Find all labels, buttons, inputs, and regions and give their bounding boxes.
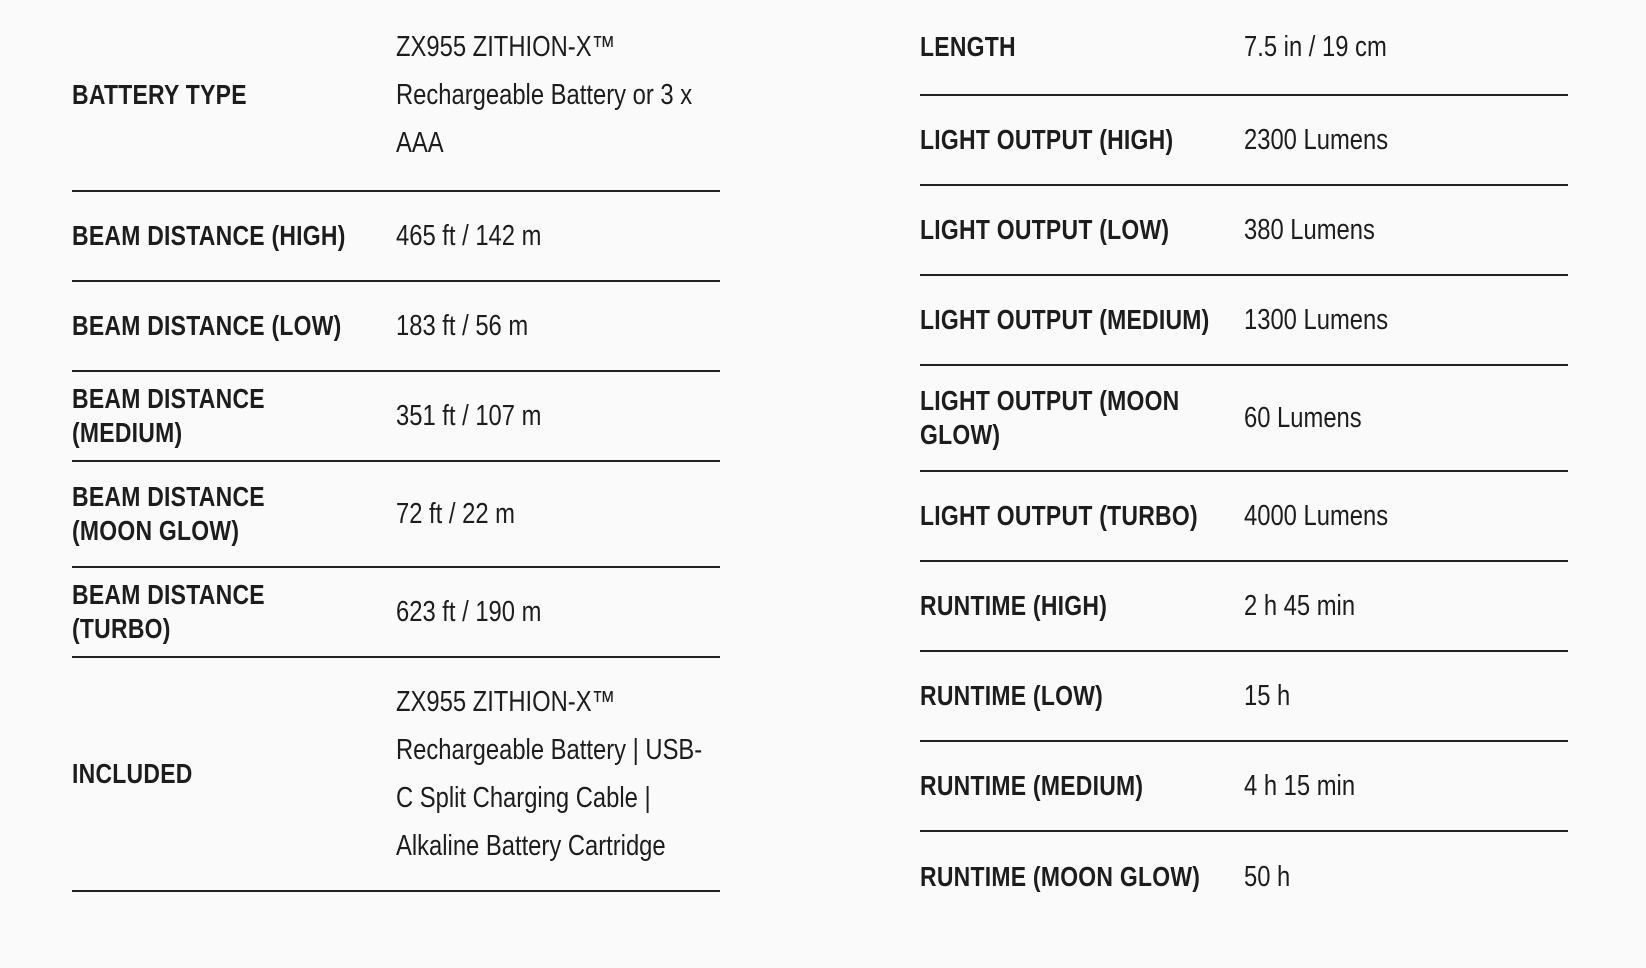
spec-row-length: [920, 0, 1568, 96]
spec-row-beam-distance-high: [72, 192, 720, 282]
spec-label: BEAM DISTANCE (TURBO): [72, 579, 265, 644]
spec-value: 2300 Lumens: [1244, 124, 1389, 156]
spec-value: 60 Lumens: [1244, 402, 1362, 434]
spec-label: BEAM DISTANCE (LOW): [72, 310, 342, 341]
spec-label: BEAM DISTANCE (MOON GLOW): [72, 481, 265, 546]
spec-value: 623 ft / 190 m: [396, 596, 542, 628]
spec-label: LIGHT OUTPUT (LOW): [920, 214, 1170, 245]
spec-label: LENGTH: [920, 31, 1016, 62]
spec-value: 183 ft / 56 m: [396, 310, 529, 342]
spec-row-light-output-moon-glow: [920, 366, 1568, 472]
spec-value: 15 h: [1244, 680, 1291, 712]
spec-row-beam-distance-turbo: [72, 568, 720, 658]
spec-label: BEAM DISTANCE (MEDIUM): [72, 383, 265, 448]
spec-label: RUNTIME (LOW): [920, 680, 1104, 711]
spec-value: 72 ft / 22 m: [396, 498, 515, 530]
spec-value: 50 h: [1244, 861, 1291, 893]
spec-value: 4000 Lumens: [1244, 500, 1389, 532]
spec-label: RUNTIME (MEDIUM): [920, 770, 1144, 801]
spec-label: LIGHT OUTPUT (HIGH): [920, 124, 1174, 155]
spec-label: LIGHT OUTPUT (MEDIUM): [920, 304, 1210, 335]
spec-label: LIGHT OUTPUT (MOON GLOW): [920, 385, 1180, 450]
spec-label: BATTERY TYPE: [72, 79, 247, 110]
spec-row-runtime-low: [920, 652, 1568, 742]
spec-value: 351 ft / 107 m: [396, 400, 542, 432]
spec-row-light-output-turbo: [920, 472, 1568, 562]
spec-row-beam-distance-medium: [72, 372, 720, 462]
spec-row-runtime-medium: [920, 742, 1568, 832]
spec-row-battery-type: [72, 0, 720, 192]
spec-value: 7.5 in / 19 cm: [1244, 31, 1387, 63]
spec-row-light-output-medium: [920, 276, 1568, 366]
spec-value: 465 ft / 142 m: [396, 220, 542, 252]
spec-row-light-output-low: [920, 186, 1568, 276]
spec-value: ZX955 ZITHION-X™ Rechargeable Battery | USB-C Split Charging Cable | Alkaline Battery Cartridge: [396, 686, 703, 862]
specs-table-right: [920, 0, 1568, 922]
spec-label: BEAM DISTANCE (HIGH): [72, 220, 346, 251]
specs-table-left: [72, 0, 720, 892]
spec-label: RUNTIME (HIGH): [920, 590, 1108, 621]
spec-value: 4 h 15 min: [1244, 770, 1356, 802]
spec-row-beam-distance-low: [72, 282, 720, 372]
spec-row-runtime-high: [920, 562, 1568, 652]
spec-row-runtime-moon-glow: [920, 832, 1568, 922]
spec-label: RUNTIME (MOON GLOW): [920, 861, 1201, 892]
spec-label: INCLUDED: [72, 758, 193, 789]
spec-row-light-output-high: [920, 96, 1568, 186]
spec-row-included: [72, 658, 720, 892]
spec-label: LIGHT OUTPUT (TURBO): [920, 500, 1198, 531]
spec-row-beam-distance-moon-glow: [72, 462, 720, 568]
spec-value: 2 h 45 min: [1244, 590, 1356, 622]
spec-value: ZX955 ZITHION-X™ Rechargeable Battery or 3 x AAA: [396, 31, 693, 159]
spec-value: 380 Lumens: [1244, 214, 1375, 246]
spec-value: 1300 Lumens: [1244, 304, 1389, 336]
